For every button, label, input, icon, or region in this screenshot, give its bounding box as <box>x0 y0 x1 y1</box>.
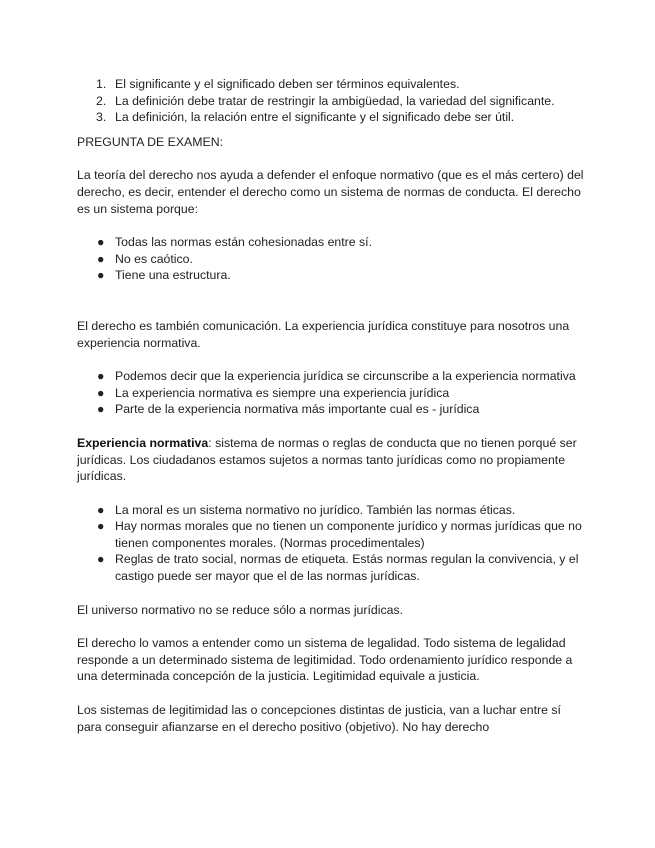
exam-heading: PREGUNTA DE EXAMEN: <box>77 134 223 149</box>
list-item <box>77 234 585 251</box>
list-item-text: Parte de la experiencia normativa más importante cual es - jurídica <box>115 402 480 417</box>
list-number: 1. <box>96 77 107 91</box>
definition-text: : sistema de normas o reglas de conducta que no tienen porqué ser jurídicas. Los ciudadanos estamos sujetos a normas tanto jurídicas como no propiamente jurídicas. <box>77 435 577 484</box>
list-item-text: No es caótico. <box>115 251 193 266</box>
list-item <box>77 385 585 402</box>
numbered-list <box>77 76 585 126</box>
bullet-icon: ● <box>97 385 105 400</box>
list-item-text: La definición debe tratar de restringir la ambigüedad, la variedad del significante. <box>115 93 555 108</box>
norm-points-list <box>77 502 585 585</box>
list-item <box>77 502 585 519</box>
list-item <box>77 93 585 110</box>
paragraph-theory: La teoría del derecho nos ayuda a defender el enfoque normativo (que es el más certero) del derecho, es decir, entender el derecho como un sistema de normas de conducta. El derecho es un sistema porque: <box>77 168 584 216</box>
list-item-text: La experiencia normativa es siempre una experiencia jurídica <box>115 385 450 400</box>
list-item-text: Tiene una estructura. <box>115 268 231 283</box>
list-item-text: La moral es un sistema normativo no jurídico. También las normas éticas. <box>115 502 516 517</box>
list-item <box>77 551 585 584</box>
list-item-text: Todas las normas están cohesionadas entre sí. <box>115 235 373 250</box>
list-item-text: La definición, la relación entre el significante y el significado debe ser útil. <box>115 110 515 125</box>
list-item <box>77 76 585 93</box>
bullet-icon: ● <box>97 552 105 567</box>
bullet-icon: ● <box>97 369 105 384</box>
list-item <box>77 267 585 284</box>
list-number: 2. <box>96 93 107 108</box>
paragraph-communication: El derecho es también comunicación. La experiencia jurídica constituye para nosotros una experiencia normativa. <box>77 318 570 350</box>
experience-points-list <box>77 368 585 418</box>
bullet-icon: ● <box>97 502 105 517</box>
paragraph-universe: El universo normativo no se reduce sólo a normas jurídicas. <box>77 602 404 617</box>
list-item <box>77 251 585 268</box>
paragraph-legality: El derecho lo vamos a entender como un sistema de legalidad. Todo sistema de legalidad responde a un determinado sistema de legitimidad. Todo ordenamiento jurídico responde a una determinada concepción de la justicia. Legitimidad equivale a justicia. <box>77 636 573 684</box>
definition-paragraph <box>77 435 585 485</box>
system-reasons-list <box>77 234 585 284</box>
list-item <box>77 518 585 551</box>
bullet-icon: ● <box>97 402 105 417</box>
list-item-text: Reglas de trato social, normas de etiqueta. Estás normas regulan la convivencia, y el castigo puede ser mayor que el de las normas jurídicas. <box>115 552 579 584</box>
list-item <box>77 368 585 385</box>
list-item <box>77 401 585 418</box>
list-number: 3. <box>96 110 107 125</box>
paragraph-legitimacy: Los sistemas de legitimidad las o concepciones distintas de justicia, van a luchar entre sí para conseguir afianzarse en el derecho positivo (objetivo). No hay derecho <box>77 703 561 734</box>
bullet-icon: ● <box>97 519 105 534</box>
bullet-icon: ● <box>97 251 105 266</box>
bullet-icon: ● <box>97 268 105 283</box>
list-item-text: El significante y el significado deben ser términos equivalentes. <box>115 77 460 91</box>
definition-term: Experiencia normativa <box>77 435 209 450</box>
list-item-text: Hay normas morales que no tienen un componente jurídico y normas jurídicas que no tienen componentes morales. (Normas procedimentales) <box>115 519 582 550</box>
bullet-icon: ● <box>97 235 105 250</box>
list-item <box>77 109 585 126</box>
list-item-text: Podemos decir que la experiencia jurídica se circunscribe a la experiencia normativa <box>115 369 576 384</box>
